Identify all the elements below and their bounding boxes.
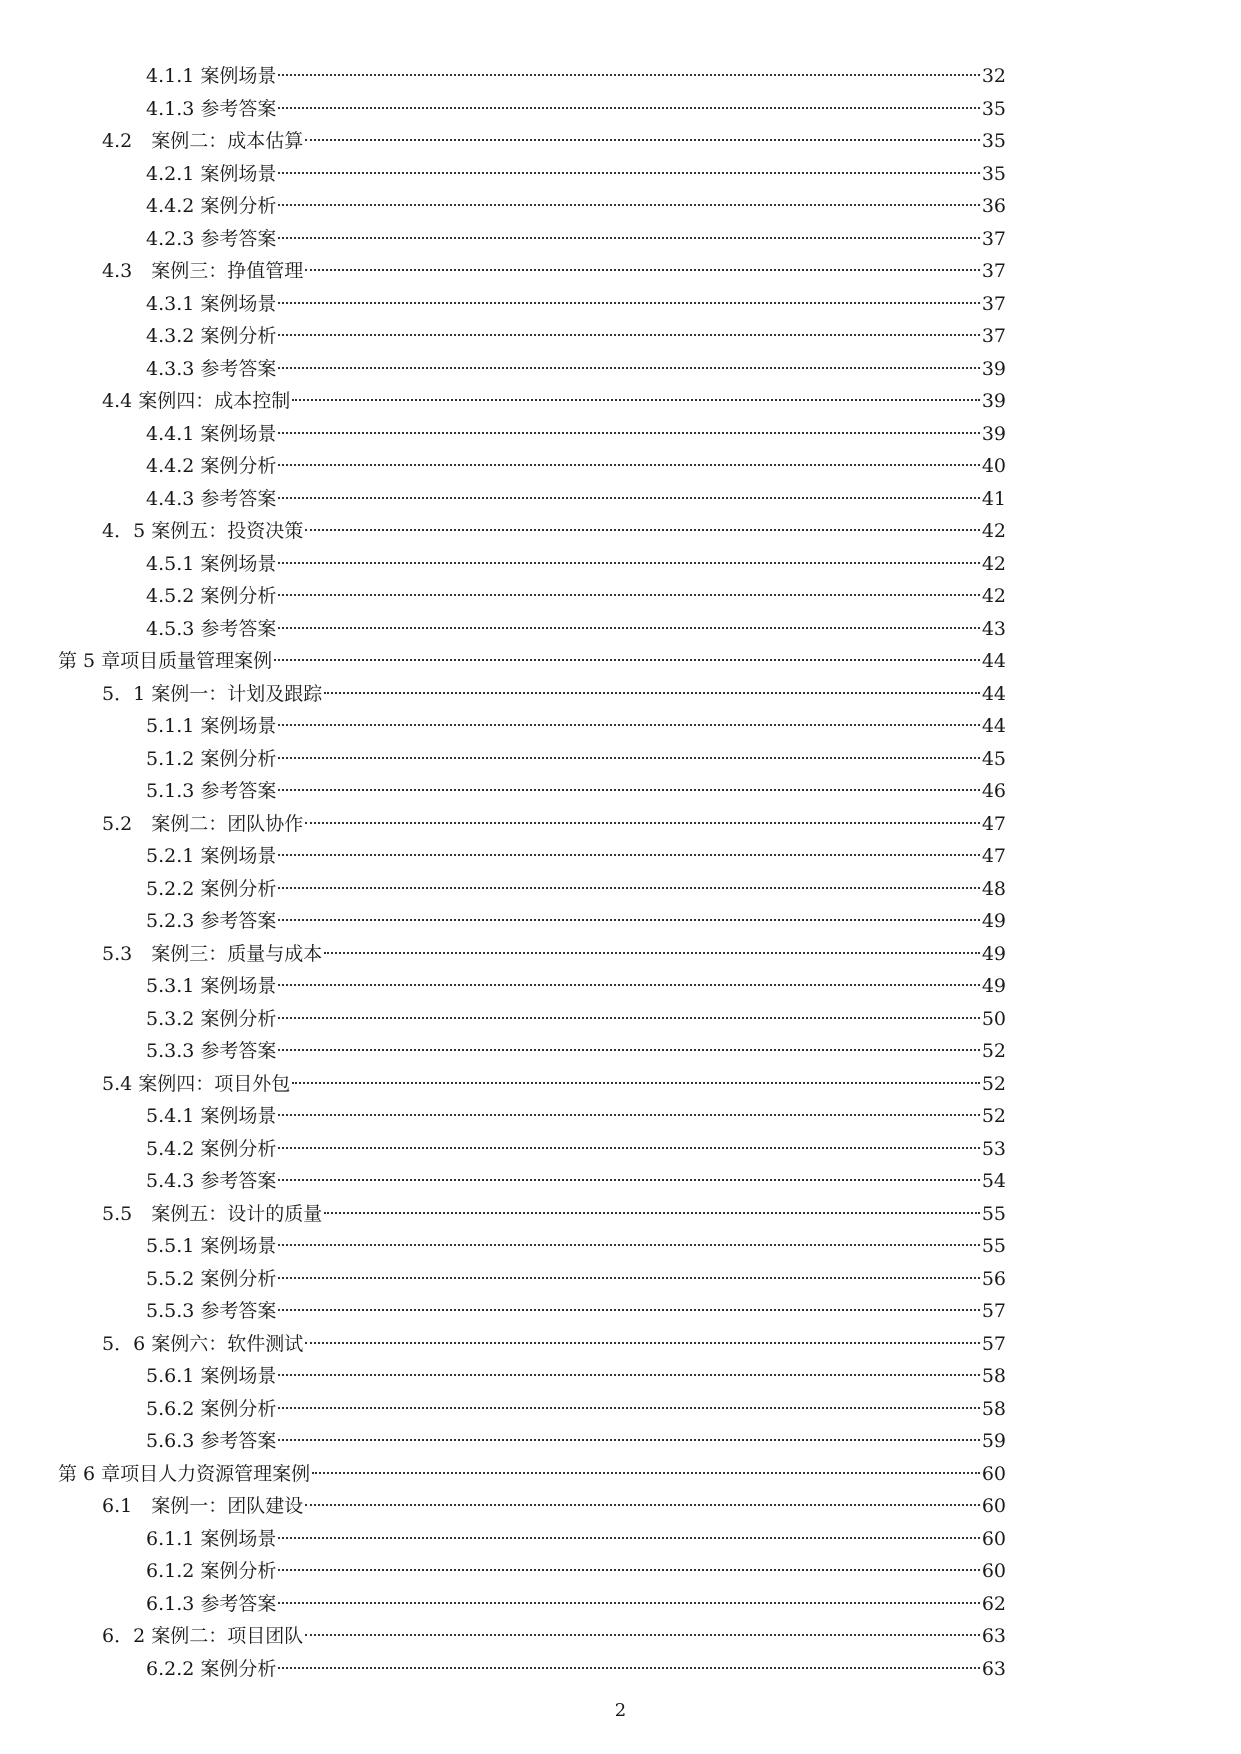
toc-entry-page: 58 [981, 1397, 1006, 1420]
toc-entry-title: 5.4.2 案例分析 [146, 1137, 277, 1160]
toc-entry-page: 52 [981, 1072, 1006, 1095]
toc-entry-page: 37 [981, 325, 1006, 347]
toc-entry-page: 47 [981, 845, 1006, 867]
toc-entry-page: 52 [981, 1040, 1006, 1062]
toc-entry-page: 50 [981, 1007, 1006, 1030]
toc-section-entry[interactable] [102, 1198, 1006, 1231]
dot-leader [278, 594, 979, 596]
toc-entry-page: 49 [981, 942, 1006, 965]
dot-leader [278, 1439, 979, 1441]
toc-entry-page: 55 [981, 1235, 1006, 1257]
dot-leader [278, 854, 979, 856]
dot-leader [278, 432, 979, 434]
toc-subsection-entry[interactable] [146, 1653, 1006, 1686]
dot-leader [278, 1309, 979, 1311]
dot-leader [278, 1244, 979, 1246]
dot-leader [278, 1374, 979, 1376]
toc-entry-page: 37 [981, 292, 1006, 315]
toc-subsection-entry[interactable] [146, 418, 1006, 451]
toc-entry-title: 4.3.1 案例场景 [146, 292, 277, 315]
toc-section-entry[interactable] [102, 808, 1006, 841]
toc-entry-page: 54 [981, 1170, 1006, 1192]
toc-section-entry[interactable] [102, 1068, 1006, 1101]
dot-leader [305, 822, 980, 824]
toc-subsection-entry[interactable] [146, 1555, 1006, 1588]
toc-subsection-entry[interactable] [146, 1035, 1006, 1068]
toc-entry-title: 5.5.3 参考答案 [146, 1300, 277, 1322]
toc-entry-title: 5.3 案例三：质量与成本 [102, 942, 323, 965]
toc-entry-title: 4.3 案例三：挣值管理 [102, 260, 304, 282]
toc-subsection-entry[interactable] [146, 1133, 1006, 1166]
toc-section-entry[interactable] [102, 1620, 1006, 1653]
toc-section-entry[interactable] [102, 938, 1006, 971]
toc-entry-page: 60 [981, 1560, 1006, 1582]
toc-entry-title: 6．2 案例二：项目团队 [102, 1625, 304, 1647]
toc-entry-page: 58 [981, 1365, 1006, 1387]
toc-entry-title: 5.2.3 参考答案 [146, 910, 277, 932]
dot-leader [305, 1504, 980, 1506]
toc-entry-page: 55 [981, 1202, 1006, 1225]
dot-leader [278, 1537, 979, 1539]
toc-entry-title: 5.5.2 案例分析 [146, 1267, 277, 1290]
dot-leader [278, 74, 979, 76]
toc-entry-title: 6.1.2 案例分析 [146, 1560, 277, 1582]
toc-entry-page: 56 [981, 1267, 1006, 1290]
toc-entry-page: 45 [981, 747, 1006, 770]
toc-entry-page: 41 [981, 487, 1006, 510]
dot-leader [278, 334, 979, 336]
toc-entry-title: 5．1 案例一：计划及跟踪 [102, 682, 323, 705]
toc-entry-title: 5.5.1 案例场景 [146, 1235, 277, 1257]
toc-entry-title: 5.6.2 案例分析 [146, 1397, 277, 1420]
toc-subsection-entry[interactable] [146, 1295, 1006, 1328]
toc-entry-title: 4.3.3 参考答案 [146, 357, 277, 380]
toc-subsection-entry[interactable] [146, 840, 1006, 873]
dot-leader [278, 497, 979, 499]
toc-entry-title: 5.5 案例五：设计的质量 [102, 1202, 323, 1225]
toc-subsection-entry[interactable] [146, 1230, 1006, 1263]
toc-entry-page: 63 [981, 1625, 1006, 1647]
dot-leader [278, 789, 979, 791]
dot-leader [278, 1569, 979, 1571]
toc-entry-title: 4.4.3 参考答案 [146, 487, 277, 510]
toc-entry-page: 49 [981, 975, 1006, 997]
dot-leader [305, 529, 980, 531]
toc-section-entry[interactable] [102, 678, 1006, 711]
toc-subsection-entry[interactable] [146, 775, 1006, 808]
toc-entry-title: 4.2 案例二：成本估算 [102, 130, 304, 152]
toc-entry-page: 47 [981, 812, 1006, 835]
toc-entry-title: 6.1.3 参考答案 [146, 1592, 277, 1615]
toc-section-entry[interactable] [102, 515, 1006, 548]
toc-entry-page: 49 [981, 910, 1006, 932]
toc-entry-page: 63 [981, 1657, 1006, 1680]
toc-subsection-entry[interactable] [146, 548, 1006, 581]
toc-entry-title: 5.2.1 案例场景 [146, 845, 277, 867]
dot-leader [292, 1082, 980, 1084]
toc-entry-page: 39 [981, 422, 1006, 445]
toc-subsection-entry[interactable] [146, 710, 1006, 743]
toc-entry-page: 35 [981, 130, 1006, 152]
toc-entry-page: 48 [981, 877, 1006, 900]
page-number: 2 [614, 1700, 627, 1721]
toc-subsection-entry[interactable] [146, 1360, 1006, 1393]
toc-entry-title: 4.2.3 参考答案 [146, 227, 277, 250]
toc-entry-page: 44 [981, 650, 1006, 672]
toc-subsection-entry[interactable] [146, 743, 1006, 776]
toc-entry-page: 35 [981, 162, 1006, 185]
toc-subsection-entry[interactable] [146, 1393, 1006, 1426]
dot-leader [305, 269, 980, 271]
dot-leader [278, 1407, 979, 1409]
toc-subsection-entry[interactable] [146, 158, 1006, 191]
toc-entry-title: 6.1.1 案例场景 [146, 1527, 277, 1550]
dot-leader [274, 659, 980, 661]
toc-subsection-entry[interactable] [146, 353, 1006, 386]
dot-leader [278, 1049, 979, 1051]
toc-entry-title: 5.4.1 案例场景 [146, 1105, 277, 1127]
toc-entry-title: 5.3.2 案例分析 [146, 1007, 277, 1030]
toc-subsection-entry[interactable] [146, 1588, 1006, 1621]
toc-entry-title: 6.2.2 案例分析 [146, 1657, 277, 1680]
toc-entry-title: 5.4.3 参考答案 [146, 1170, 277, 1192]
dot-leader [305, 1634, 980, 1636]
toc-subsection-entry[interactable] [146, 1263, 1006, 1296]
toc-entry-title: 4.5.2 案例分析 [146, 585, 277, 607]
dot-leader [305, 1342, 980, 1344]
toc-entry-page: 42 [981, 520, 1006, 542]
toc-entry-title: 4.4.2 案例分析 [146, 455, 277, 477]
toc-entry-page: 37 [981, 260, 1006, 282]
dot-leader [278, 204, 979, 206]
dot-leader [278, 172, 979, 174]
dot-leader [278, 302, 979, 304]
toc-entry-page: 39 [981, 357, 1006, 380]
toc-entry-page: 37 [981, 227, 1006, 250]
toc-entry-title: 4.5.1 案例场景 [146, 552, 277, 575]
toc-entry-page: 52 [981, 1105, 1006, 1127]
toc-entry-page: 40 [981, 455, 1006, 477]
toc-subsection-entry[interactable] [146, 1100, 1006, 1133]
dot-leader [278, 627, 979, 629]
toc-subsection-entry[interactable] [146, 1003, 1006, 1036]
toc-subsection-entry[interactable] [146, 223, 1006, 256]
toc-entry-page: 62 [981, 1592, 1006, 1615]
toc-entry-page: 35 [981, 97, 1006, 120]
toc-entry-title: 5．6 案例六：软件测试 [102, 1332, 304, 1355]
toc-chapter-entry[interactable] [58, 645, 1006, 678]
dot-leader [278, 367, 979, 369]
toc-subsection-entry[interactable] [146, 483, 1006, 516]
toc-entry-title: 5.6.3 参考答案 [146, 1430, 277, 1452]
dot-leader [278, 887, 979, 889]
dot-leader [312, 1472, 980, 1474]
toc-section-entry[interactable] [102, 255, 1006, 288]
toc-entry-title: 5.4 案例四：项目外包 [102, 1072, 291, 1095]
dot-leader [278, 1114, 979, 1116]
toc-section-entry[interactable] [102, 1328, 1006, 1361]
toc-subsection-entry[interactable] [146, 93, 1006, 126]
toc-entry-title: 4.2.1 案例场景 [146, 162, 277, 185]
dot-leader [278, 984, 979, 986]
toc-entry-title: 4.3.2 案例分析 [146, 325, 277, 347]
toc-entry-page: 59 [981, 1430, 1006, 1452]
dot-leader [292, 399, 980, 401]
toc-subsection-entry[interactable] [146, 873, 1006, 906]
toc-entry-title: 第 5 章项目质量管理案例 [58, 650, 273, 672]
toc-subsection-entry[interactable] [146, 905, 1006, 938]
toc-entry-title: 5.2 案例二：团队协作 [102, 812, 304, 835]
toc-subsection-entry[interactable] [146, 580, 1006, 613]
toc-entry-title: 6.1 案例一：团队建设 [102, 1495, 304, 1517]
toc-subsection-entry[interactable] [146, 613, 1006, 646]
toc-entry-page: 44 [981, 715, 1006, 737]
toc-entry-page: 44 [981, 682, 1006, 705]
toc-entry-title: 第 6 章项目人力资源管理案例 [58, 1462, 311, 1485]
toc-entry-title: 5.3.3 参考答案 [146, 1040, 277, 1062]
toc-section-entry[interactable] [102, 385, 1006, 418]
dot-leader [278, 237, 979, 239]
toc-entry-title: 4.4 案例四：成本控制 [102, 390, 291, 412]
toc-entry-title: 4．5 案例五：投资决策 [102, 520, 304, 542]
dot-leader [278, 1017, 979, 1019]
toc-section-entry[interactable] [102, 1490, 1006, 1523]
toc-entry-title: 5.1.3 参考答案 [146, 780, 277, 802]
dot-leader [278, 562, 979, 564]
toc-entry-page: 60 [981, 1527, 1006, 1550]
toc-entry-title: 5.3.1 案例场景 [146, 975, 277, 997]
toc-entry-title: 5.6.1 案例场景 [146, 1365, 277, 1387]
toc-entry-page: 57 [981, 1332, 1006, 1355]
toc-subsection-entry[interactable] [146, 190, 1006, 223]
dot-leader [324, 692, 980, 694]
toc-subsection-entry[interactable] [146, 60, 1006, 93]
toc-entry-page: 60 [981, 1495, 1006, 1517]
toc-entry-title: 4.4.2 案例分析 [146, 195, 277, 217]
toc-entry-title: 4.4.1 案例场景 [146, 422, 277, 445]
toc-chapter-entry[interactable] [58, 1458, 1006, 1491]
dot-leader [278, 724, 979, 726]
toc-entry-title: 5.2.2 案例分析 [146, 877, 277, 900]
toc-subsection-entry[interactable] [146, 1523, 1006, 1556]
toc-entry-title: 5.1.2 案例分析 [146, 747, 277, 770]
toc-entry-title: 5.1.1 案例场景 [146, 715, 277, 737]
toc-entry-page: 36 [981, 195, 1006, 217]
toc-entry-page: 32 [981, 65, 1006, 87]
toc-entry-page: 46 [981, 780, 1006, 802]
dot-leader [278, 919, 979, 921]
toc-entry-title: 4.5.3 参考答案 [146, 617, 277, 640]
dot-leader [305, 139, 980, 141]
toc-entry-page: 53 [981, 1137, 1006, 1160]
dot-leader [278, 1667, 979, 1669]
toc-subsection-entry[interactable] [146, 1425, 1006, 1458]
dot-leader [278, 107, 979, 109]
toc-entry-page: 42 [981, 552, 1006, 575]
dot-leader [278, 464, 979, 466]
toc-entry-page: 57 [981, 1300, 1006, 1322]
dot-leader [324, 952, 980, 954]
toc-subsection-entry[interactable] [146, 1165, 1006, 1198]
dot-leader [278, 1277, 979, 1279]
toc-entry-title: 4.1.3 参考答案 [146, 97, 277, 120]
toc-entry-page: 60 [981, 1462, 1006, 1485]
dot-leader [278, 1179, 979, 1181]
toc-subsection-entry[interactable] [146, 970, 1006, 1003]
toc-entry-title: 4.1.1 案例场景 [146, 65, 277, 87]
dot-leader [324, 1212, 980, 1214]
toc-section-entry[interactable] [102, 125, 1006, 158]
dot-leader [278, 757, 979, 759]
dot-leader [278, 1602, 979, 1604]
table-of-contents [0, 60, 1241, 1685]
toc-subsection-entry[interactable] [146, 320, 1006, 353]
toc-subsection-entry[interactable] [146, 450, 1006, 483]
toc-entry-page: 39 [981, 390, 1006, 412]
toc-subsection-entry[interactable] [146, 288, 1006, 321]
dot-leader [278, 1147, 979, 1149]
toc-entry-page: 42 [981, 585, 1006, 607]
toc-entry-page: 43 [981, 617, 1006, 640]
